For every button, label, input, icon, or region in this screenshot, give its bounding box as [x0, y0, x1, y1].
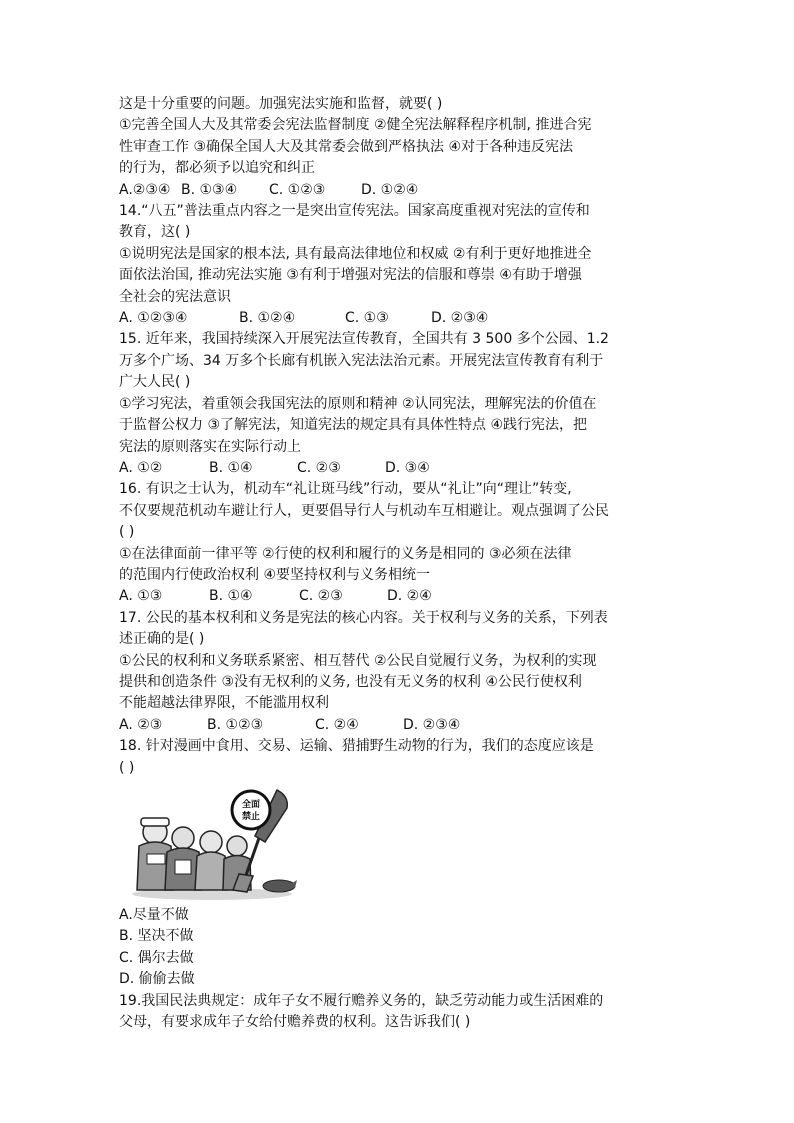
question-18-choice-b: B. 坚决不做 [119, 928, 194, 945]
option-a: A.②③④ [119, 181, 171, 198]
question-15-line: 宪法的原则落实在实际行动上 [119, 438, 301, 455]
question-18-line: ( ) [119, 759, 135, 776]
question-16-line: ①在法律面前一律平等 ②行使的权利和履行的义务是相同的 ③必须在法律 [119, 545, 572, 562]
option-c: C. ②③ [299, 588, 343, 605]
question-18-line: 18. 针对漫画中食用、交易、运输、猎捕野生动物的行为，我们的态度应该是 [119, 738, 594, 755]
question-14-options [119, 308, 679, 329]
option-b: B. ①④ [209, 459, 253, 476]
exam-page [119, 94, 679, 1033]
ban-sign-text-1: 全面 [241, 800, 261, 810]
option-d: D. ②③④ [431, 310, 489, 327]
question-13-line: 性审查工作 ③确保全国人大及其常委会做到严格执法 ④对于各种违反宪法 [119, 138, 574, 155]
question-17 [119, 608, 679, 736]
question-14-line: 14.“八五”普法重点内容之一是突出宣传宪法。国家高度重视对宪法的宣传和 [119, 203, 590, 220]
question-14-line: 教育，这( ) [119, 224, 191, 241]
question-15 [119, 329, 679, 479]
option-d: D. ②③④ [403, 716, 461, 733]
question-14-line: 全社会的宪法意识 [119, 288, 231, 305]
question-16-options [119, 586, 679, 607]
option-b: B. ①④ [209, 588, 253, 605]
question-19-line: 19.我国民法典规定：成年子女不履行赡养义务的，缺乏劳动能力或生活困难的 [119, 992, 604, 1009]
option-a: A. ①② [119, 459, 163, 476]
question-15-line: 15. 近年来，我国持续深入开展宪法宣传教育，全国共有 3 500 多个公园、1.2 [119, 331, 609, 348]
option-b: B. ①③④ [181, 181, 238, 198]
question-16-line: 的范围内行使政治权利 ④要坚持权利与义务相统一 [119, 566, 430, 583]
question-17-line: 提供和创造条件 ③没有无权利的义务, 也没有无义务的权利 ④公民行使权利 [119, 673, 582, 690]
question-13 [119, 94, 679, 201]
option-c: C. ①②③ [269, 181, 326, 198]
question-19-line: 父母，有要求成年子女给付赡养费的权利。这告诉我们( ) [119, 1014, 471, 1031]
option-c: C. ①③ [345, 310, 389, 327]
question-14-line: 面依法治国, 推动宪法实施 ③有利于增强对宪法的信服和尊崇 ④有助于增强 [119, 267, 582, 284]
option-a: A. ②③ [119, 716, 163, 733]
question-18-choice-a: A.尽量不做 [119, 907, 189, 923]
question-15-line: 广大人民( ) [119, 374, 191, 391]
question-17-line: 不能超越法律界限，不能滥用权利 [119, 695, 329, 712]
question-15-line: ①学习宪法，着重领会我国宪法的原则和精神 ②认同宪法，理解宪法的价值在 [119, 395, 597, 412]
option-b: B. ①②④ [239, 310, 296, 327]
question-13-line: ①完善全国人大及其常委会宪法监督制度 ②健全宪法解释程序机制, 推进合宪 [119, 117, 592, 134]
question-16 [119, 479, 679, 607]
option-b: B. ①②③ [207, 716, 264, 733]
question-16-line: 16. 有识之士认为，机动车“礼让斑马线”行动，要从“礼让”向“理让”转变, [119, 481, 572, 498]
question-19 [119, 991, 679, 1034]
question-18-choice-c: C. 偶尔去做 [119, 949, 194, 966]
question-18-choice-d: D. 偷偷去做 [119, 971, 195, 988]
option-c: C. ②③ [297, 459, 341, 476]
option-a: A. ①③ [119, 588, 163, 605]
question-15-options [119, 458, 679, 479]
question-13-line: 这是十分重要的问题。加强宪法实施和监督，就要( ) [119, 96, 443, 112]
question-18 [119, 736, 679, 990]
question-15-line: 于监督公权力 ③了解宪法，知道宪法的规定具有具体性特点 ④践行宪法，把 [119, 417, 588, 434]
wildlife-ban-cartoon [127, 782, 297, 902]
question-16-line: 不仅要规范机动车避让行人，更要倡导行人与机动车互相避让。观点强调了公民 [119, 502, 609, 519]
question-17-line: ①公民的权利和义务联系紧密、相互替代 ②公民自觉履行义务，为权利的实现 [119, 652, 597, 669]
question-17-line: 17. 公民的基本权利和义务是宪法的核心内容。关于权利与义务的关系，下列表 [119, 609, 608, 626]
question-15-line: 万多个广场、34 万多个长廊有机嵌入宪法法治元素。开展宪法宣传教育有利于 [119, 352, 604, 369]
question-14-line: ①说明宪法是国家的根本法, 具有最高法律地位和权威 ②有利于更好地推进全 [119, 245, 592, 262]
option-d: D. ①②④ [361, 181, 419, 198]
question-13-line: 的行为，都必须予以追究和纠正 [119, 160, 315, 177]
option-c: C. ②④ [315, 716, 359, 733]
option-d: D. ③④ [385, 459, 430, 476]
question-16-line: ( ) [119, 524, 135, 541]
option-a: A. ①②③④ [119, 310, 188, 327]
question-17-line: 述正确的是( ) [119, 631, 205, 648]
question-13-options [119, 180, 679, 201]
option-d: D. ②④ [387, 588, 432, 605]
ban-sign-text-2: 禁止 [241, 812, 261, 822]
question-14 [119, 201, 679, 329]
question-17-options [119, 715, 679, 736]
